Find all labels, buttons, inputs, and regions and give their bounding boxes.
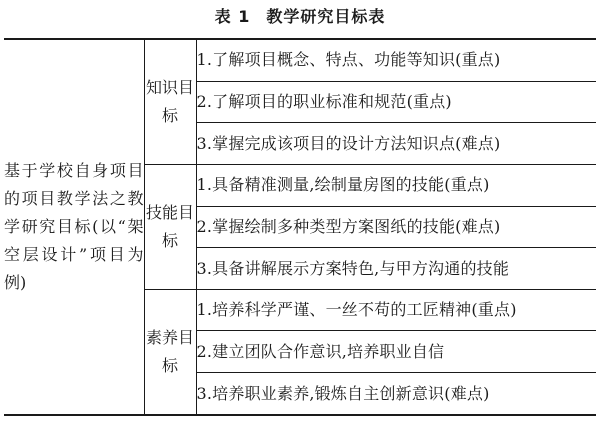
- category-cell-knowledge: 知识目标: [144, 39, 196, 165]
- objective-item: 1.了解项目概念、特点、功能等知识(重点): [196, 39, 596, 81]
- objective-item: 2.掌握绘制多种类型方案图纸的技能(难点): [196, 206, 596, 248]
- objective-item: 2.了解项目的职业标准和规范(重点): [196, 81, 596, 123]
- objective-item: 3.培养职业素养,锻炼自主创新意识(难点): [196, 373, 596, 415]
- table-title: 教学研究目标表: [266, 7, 386, 26]
- category-cell-literacy: 素养目标: [144, 289, 196, 415]
- objectives-table: [4, 38, 596, 416]
- table-number: 表 1: [214, 7, 251, 26]
- table-row: [4, 39, 596, 81]
- objective-item: 2.建立团队合作意识,培养职业自信: [196, 331, 596, 373]
- objective-item: 3.掌握完成该项目的设计方法知识点(难点): [196, 123, 596, 165]
- subject-cell: 基于学校自身项目的项目教学法之教学研究目标(以“架空层设计”项目为例): [4, 39, 144, 415]
- objective-item: 1.培养科学严谨、一丝不苟的工匠精神(重点): [196, 289, 596, 331]
- table-caption: [0, 0, 600, 34]
- objective-item: 1.具备精准测量,绘制量房图的技能(重点): [196, 165, 596, 207]
- category-cell-skills: 技能目标: [144, 165, 196, 290]
- objective-item: 3.具备讲解展示方案特色,与甲方沟通的技能: [196, 248, 596, 290]
